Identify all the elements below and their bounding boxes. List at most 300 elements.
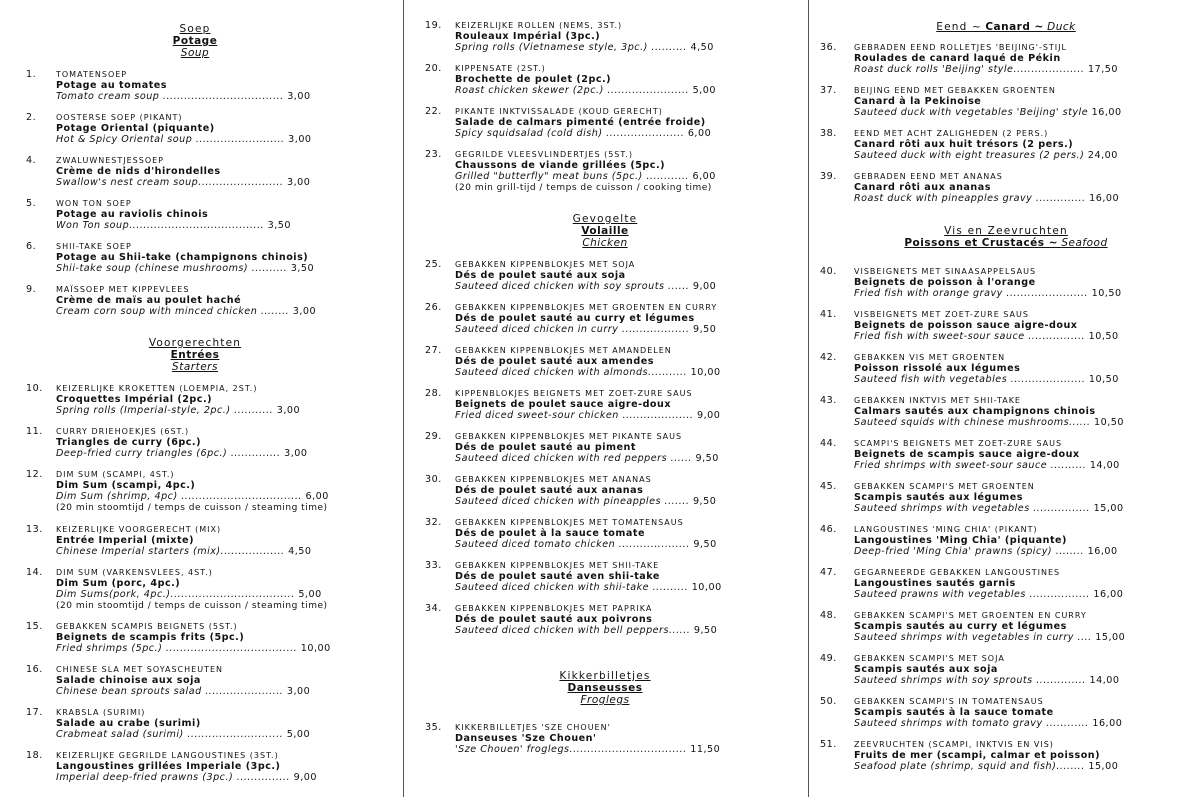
- item-text: [56, 155, 345, 189]
- item-text: [455, 63, 743, 97]
- item-name-nl: GEGARNEERDE GEBAKKEN LANGOUSTINES: [854, 568, 1061, 577]
- item-name-fr: Scampis sautés aux légumes: [854, 492, 1023, 504]
- item-price: 3,00: [292, 306, 317, 318]
- item-number: 51.: [820, 739, 837, 750]
- section-heading-froglegs: [405, 670, 805, 706]
- item-name-en: Spring rolls (Imperial-style, 2pc.) ...........: [56, 405, 274, 417]
- item-name-en-row: [854, 546, 1150, 557]
- item-name-en-row: [56, 643, 345, 654]
- item-name-fr: Chaussons de viande grillées (5pc.): [455, 160, 666, 172]
- item-name-fr: Danseuses 'Sze Chouen': [455, 733, 597, 745]
- item-name-en-row: [854, 374, 1150, 385]
- item-text: [854, 266, 1150, 300]
- item-name-nl: GEBAKKEN SCAMPI'S MET GROENTEN: [854, 482, 1035, 491]
- item-name-fr: Beignets de poisson à l'orange: [854, 277, 1036, 289]
- item-name-nl: CURRY DRIEHOEKJES (6ST.): [56, 427, 190, 436]
- item-price: 9,50: [695, 453, 719, 465]
- item-name-en: Sauteed diced tomato chicken ....................: [455, 539, 690, 551]
- item-name-en-row: [56, 91, 345, 102]
- item-price: 10,50: [1088, 374, 1119, 386]
- item-text: [854, 610, 1150, 644]
- column-divider: [808, 0, 809, 797]
- item-price: 17,50: [1088, 64, 1118, 76]
- item-name-en-row: [455, 85, 743, 96]
- item-name-nl: BEIJING EEND MET GEBAKKEN GROENTEN: [854, 86, 1056, 95]
- item-price: 6,00: [692, 171, 716, 183]
- section-title-nl: Vis en Zeevruchten: [944, 225, 1068, 237]
- item-price: 14,00: [1089, 675, 1120, 687]
- item-price: 6,00: [687, 128, 712, 140]
- item-name-en: Spring rolls (Vietnamese style, 3pc.) ..........: [455, 42, 687, 54]
- item-name-fr: Canard rôti aux ananas: [854, 182, 991, 194]
- item-text: [854, 42, 1150, 76]
- item-name-nl: GEBAKKEN KIPPENBLOKJES MET PAPRIKA: [455, 604, 653, 613]
- item-name-fr: Fruits de mer (scampi, calmar et poisson): [854, 750, 1101, 762]
- item-number: 34.: [425, 603, 442, 614]
- item-number: 28.: [425, 388, 442, 399]
- item-name-en-row: [854, 150, 1150, 161]
- item-name-en: Fried diced sweet-sour chicken ....................: [455, 410, 694, 422]
- item-name-fr: Dés de poulet sauté au piment: [455, 442, 636, 454]
- item-number: 48.: [820, 610, 837, 621]
- section-heading-starters: [0, 337, 390, 373]
- item-name-en-row: [56, 546, 345, 557]
- item-name-nl: GEBAKKEN SCAMPI'S MET GROENTEN EN CURRY: [854, 611, 1087, 620]
- section-title-nl: Eend ~: [936, 21, 982, 33]
- item-name-en-row: [56, 491, 345, 502]
- item-number: 50.: [820, 696, 837, 707]
- item-name-nl: SHII-TAKE SOEP: [56, 242, 132, 251]
- item-name-en-row: [854, 761, 1150, 772]
- item-name-fr: Dim Sum (scampi, 4pc.): [56, 480, 196, 492]
- item-name-fr: Dés de poulet sauté aux ananas: [455, 485, 644, 497]
- item-number: 26.: [425, 302, 442, 313]
- item-text: [455, 603, 743, 637]
- item-number: 9.: [26, 284, 37, 295]
- item-name-en: Fried shrimps (5pc.) .....................................: [56, 643, 298, 655]
- item-name-fr: Beignets de poulet sauce aigre-doux: [455, 399, 672, 411]
- item-name-fr: Entrée Imperial (mixte): [56, 535, 194, 547]
- item-number: 14.: [26, 567, 43, 578]
- item-name-en: Fried fish with sweet-sour sauce ................: [854, 331, 1086, 343]
- item-number: 11.: [26, 426, 43, 437]
- item-price: 3,50: [267, 220, 292, 232]
- item-number: 40.: [820, 266, 837, 277]
- item-name-nl: GEGRILDE VLEESVLINDERTJES (5ST.): [455, 150, 633, 159]
- item-number: 5.: [26, 198, 37, 209]
- item-name-nl: KEIZERLIJKE VOORGERECHT (MIX): [56, 525, 222, 534]
- item-name-nl: WON TON SOEP: [56, 199, 132, 208]
- item-name-en: Roast chicken skewer (2pc.) .......................: [455, 85, 690, 97]
- item-text: [56, 69, 345, 103]
- item-name-en: Deep-fried 'Ming Chia' prawns (spicy) ........: [854, 546, 1085, 558]
- item-name-nl: KIPPENSATE (2ST.): [455, 64, 546, 73]
- item-number: 27.: [425, 345, 442, 356]
- section-title-en: Starters: [172, 361, 218, 373]
- item-name-nl: GEBAKKEN SCAMPIS BEIGNETS (5ST.): [56, 622, 238, 631]
- item-price: 3,50: [290, 263, 315, 275]
- item-name-en: Sauteed diced chicken with red peppers ......: [455, 453, 692, 465]
- item-name-nl: EEND MET ACHT ZALIGHEDEN (2 PERS.): [854, 129, 1049, 138]
- item-name-nl: VISBEIGNETS MET SINAASAPPELSAUS: [854, 267, 1037, 276]
- item-name-fr: Potage au tomates: [56, 80, 167, 92]
- item-name-fr: Poisson rissolé aux légumes: [854, 363, 1021, 375]
- item-name-en: Sauteed diced chicken with almonds...........: [455, 367, 688, 379]
- item-price: 10,50: [1091, 288, 1122, 300]
- item-number: 45.: [820, 481, 837, 492]
- item-text: [455, 517, 743, 551]
- item-name-en: Seafood plate (shrimp, squid and fish)........: [854, 761, 1085, 773]
- item-name-nl: GEBRADEN EEND MET ANANAS: [854, 172, 1003, 181]
- item-name-en-row: [854, 288, 1150, 299]
- item-number: 18.: [26, 750, 43, 761]
- item-number: 29.: [425, 431, 442, 442]
- item-number: 35.: [425, 722, 442, 733]
- item-text: [455, 388, 743, 422]
- item-name-en-row: [455, 171, 743, 182]
- item-name-nl: VISBEIGNETS MET ZOET-ZURE SAUS: [854, 310, 1029, 319]
- section-heading-chicken: [405, 213, 805, 249]
- item-text: [854, 567, 1150, 601]
- item-price: 3,00: [276, 405, 301, 417]
- item-price: 9,00: [697, 410, 721, 422]
- item-name-en: Fried fish with orange gravy .......................: [854, 288, 1089, 300]
- item-price: 4,50: [288, 546, 312, 558]
- section-title-en: Duck: [1047, 21, 1076, 33]
- section-heading-seafood: [812, 225, 1200, 249]
- item-text: [455, 106, 743, 140]
- item-name-en: Chinese bean sprouts salad ......................: [56, 686, 284, 698]
- item-number: 25.: [425, 259, 442, 270]
- item-text: [56, 198, 345, 232]
- item-name-en-row: [56, 729, 345, 740]
- item-number: 30.: [425, 474, 442, 485]
- item-name-en-row: [455, 582, 743, 593]
- item-name-fr: Potage au raviolis chinois: [56, 209, 209, 221]
- item-price: 3,00: [287, 91, 311, 103]
- item-text: [455, 431, 743, 465]
- section-title-fr: Canard ~: [985, 21, 1044, 33]
- item-text: [854, 438, 1150, 472]
- item-price: 3,00: [287, 177, 311, 189]
- item-price: 14,00: [1089, 460, 1120, 472]
- item-number: 49.: [820, 653, 837, 664]
- item-name-nl: ZEEVRUCHTEN (SCAMPI, INKTVIS EN VIS): [854, 740, 1054, 749]
- item-text: [854, 309, 1150, 343]
- item-text: [455, 474, 743, 508]
- item-name-en: Sauteed prawns with vegetables .................: [854, 589, 1090, 601]
- item-name-en: Fried shrimps with sweet-sour sauce ..........: [854, 460, 1087, 472]
- item-name-en: Hot & Spicy Oriental soup .........................: [56, 134, 285, 146]
- section-title-fr: Poissons et Crustacés ~: [904, 237, 1059, 249]
- item-text: [455, 302, 743, 336]
- item-name-en-row: [455, 625, 743, 636]
- item-name-fr: Rouleaux Impérial (3pc.): [455, 31, 601, 43]
- item-text: [854, 481, 1150, 515]
- item-text: [854, 524, 1150, 558]
- item-number: 2.: [26, 112, 37, 123]
- section-title-nl: Soep: [179, 23, 211, 35]
- item-name-fr: Canard rôti aux huit trésors (2 pers.): [854, 139, 1074, 151]
- item-text: [854, 696, 1150, 730]
- item-name-en-row: [854, 675, 1150, 686]
- item-name-en-row: [854, 589, 1150, 600]
- item-name-en-row: [56, 220, 345, 231]
- item-name-nl: PIKANTE INKTVISSALADE (KOUD GERECHT): [455, 107, 663, 116]
- item-name-en-row: [854, 503, 1150, 514]
- item-price: 15,00: [1093, 503, 1124, 515]
- column-divider: [403, 0, 404, 797]
- item-name-fr: Potage Oriental (piquante): [56, 123, 215, 135]
- item-name-nl: GEBAKKEN KIPPENBLOKJES MET AMANDELEN: [455, 346, 672, 355]
- item-name-en-row: [56, 448, 345, 459]
- item-price: 15,00: [1095, 632, 1126, 644]
- item-name-en-row: [56, 686, 345, 697]
- item-name-en-row: [56, 306, 345, 317]
- section-title-fr: Danseusses: [567, 682, 643, 694]
- item-name-nl: GEBAKKEN KIPPENBLOKJES MET ANANAS: [455, 475, 652, 484]
- item-name-fr: Dim Sum (porc, 4pc.): [56, 578, 181, 590]
- item-name-en: Sauteed fish with vegetables .....................: [854, 374, 1086, 386]
- item-name-en: Sauteed diced chicken with shii-take ..........: [455, 582, 689, 594]
- item-name-fr: Crème de nids d'hirondelles: [56, 166, 221, 178]
- item-name-fr: Croquettes Impérial (2pc.): [56, 394, 213, 406]
- item-name-en: Sauteed shrimps with soy sprouts ..............: [854, 675, 1086, 687]
- item-price: 4,50: [690, 42, 714, 54]
- item-note: (20 min stoomtijd / temps de cuisson / steaming time): [56, 502, 328, 513]
- item-number: 44.: [820, 438, 837, 449]
- item-name-en-row: [854, 64, 1150, 75]
- item-price: 10,00: [690, 367, 721, 379]
- item-text: [56, 567, 345, 612]
- item-text: [56, 284, 345, 318]
- item-name-fr: Triangles de curry (6pc.): [56, 437, 201, 449]
- item-name-fr: Beignets de scampis frits (5pc.): [56, 632, 245, 644]
- item-text: [56, 750, 345, 784]
- item-price: 3,00: [286, 686, 311, 698]
- section-title-fr: Potage: [172, 35, 218, 47]
- item-name-fr: Brochette de poulet (2pc.): [455, 74, 612, 86]
- item-name-nl: KRABSLA (SURIMI): [56, 708, 146, 717]
- item-number: 1.: [26, 69, 37, 80]
- item-name-en-row: [455, 367, 743, 378]
- item-text: [56, 707, 345, 741]
- section-title-nl: Voorgerechten: [148, 337, 242, 349]
- item-note: (20 min stoomtijd / temps de cuisson / steaming time): [56, 600, 328, 611]
- item-name-en: Tomato cream soup ..................................: [56, 91, 284, 103]
- item-number: 13.: [26, 524, 43, 535]
- item-name-en: Cream corn soup with minced chicken ........: [56, 306, 290, 318]
- item-name-en: Won Ton soup......................................: [56, 220, 265, 232]
- item-price: 9,00: [692, 281, 717, 293]
- item-price: 9,50: [693, 539, 717, 551]
- item-number: 17.: [26, 707, 43, 718]
- item-name-en-row: [455, 281, 743, 292]
- item-name-en-row: [854, 331, 1150, 342]
- item-name-nl: LANGOUSTINES 'MING CHIA' (PIKANT): [854, 525, 1038, 534]
- item-number: 15.: [26, 621, 43, 632]
- item-name-en-row: [455, 539, 743, 550]
- item-number: 42.: [820, 352, 837, 363]
- item-name-en: Dim Sums(pork, 4pc.)...................................: [56, 589, 295, 601]
- item-name-en: Sauteed duck with vegetables 'Beijing' style: [854, 107, 1089, 119]
- section-title-en: Soup: [180, 47, 210, 59]
- item-name-fr: Calmars sautés aux champignons chinois: [854, 406, 1096, 418]
- item-name-fr: Langoustines grillées Imperiale (3pc.): [56, 761, 281, 773]
- item-name-en: Roast duck rolls 'Beijing' style....................: [854, 64, 1085, 76]
- item-name-en-row: [56, 177, 345, 188]
- item-name-en-row: [854, 417, 1150, 428]
- item-name-en-row: [455, 128, 743, 139]
- item-name-nl: GEBAKKEN VIS MET GROENTEN: [854, 353, 1006, 362]
- item-price: 9,50: [692, 496, 717, 508]
- item-name-en: Sauteed squids with chinese mushrooms......: [854, 417, 1091, 429]
- item-name-en-row: [56, 772, 345, 783]
- item-name-fr: Salade chinoise aux soja: [56, 675, 201, 687]
- item-name-fr: Crème de maïs au poulet haché: [56, 295, 242, 307]
- item-price: 9,00: [293, 772, 317, 784]
- item-text: [56, 383, 345, 417]
- item-name-en: Grilled "butterfly" meat buns (5pc.) ............: [455, 171, 689, 183]
- item-name-nl: GEBRADEN EEND ROLLETJES 'BEIJING'-STIJL: [854, 43, 1067, 52]
- item-name-fr: Dés de poulet sauté au curry et légumes: [455, 313, 695, 325]
- item-name-en: Sauteed diced chicken with soy sprouts ......: [455, 281, 690, 293]
- item-name-nl: KEIZERLIJKE KROKETTEN (LOEMPIA, 2ST.): [56, 384, 258, 393]
- item-text: [854, 128, 1150, 162]
- item-price: 6,00: [305, 491, 329, 503]
- item-text: [854, 653, 1150, 687]
- item-name-en: 'Sze Chouen' froglegs.................................: [455, 744, 687, 756]
- item-name-fr: Dés de poulet sauté aven shii-take: [455, 571, 660, 583]
- item-name-fr: Scampis sautés au curry et légumes: [854, 621, 1067, 633]
- item-number: 38.: [820, 128, 837, 139]
- item-name-fr: Salade de calmars pimenté (entrée froide): [455, 117, 706, 129]
- item-name-nl: GEBAKKEN KIPPENBLOKJES MET PIKANTE SAUS: [455, 432, 683, 441]
- item-price: 5,00: [298, 589, 322, 601]
- section-title-en: Chicken: [582, 237, 628, 249]
- item-name-fr: Dés de poulet à la sauce tomate: [455, 528, 645, 540]
- item-number: 39.: [820, 171, 837, 182]
- item-text: [455, 722, 743, 756]
- item-price: 24,00: [1087, 150, 1118, 162]
- item-price: 16,00: [1089, 193, 1120, 205]
- item-text: [854, 739, 1150, 773]
- item-name-en-row: [854, 718, 1150, 729]
- item-price: 10,00: [691, 582, 722, 594]
- section-title-fr: Entrées: [170, 349, 220, 361]
- item-text: [455, 20, 743, 54]
- item-name-en-row: [854, 193, 1150, 204]
- item-name-en-row: [854, 632, 1150, 643]
- item-name-en: Imperial deep-fried prawns (3pc.) ...............: [56, 772, 291, 784]
- item-name-en-row: [455, 453, 743, 464]
- item-price: 5,00: [286, 729, 311, 741]
- item-price: 9,50: [692, 324, 717, 336]
- item-price: 3,00: [288, 134, 312, 146]
- item-name-fr: Dés de poulet sauté aux soja: [455, 270, 626, 282]
- item-name-nl: GEBAKKEN INKTVIS MET SHII-TAKE: [854, 396, 1021, 405]
- item-name-nl: KIPPENBLOKJES BEIGNETS MET ZOET-ZURE SAUS: [455, 389, 693, 398]
- item-text: [854, 395, 1150, 429]
- item-name-fr: Dés de poulet sauté aux amendes: [455, 356, 654, 368]
- item-name-nl: KEIZERLIJKE ROLLEN (NEMS, 3ST.): [455, 21, 623, 30]
- section-heading-soup: [0, 23, 390, 59]
- item-text: [56, 621, 345, 655]
- item-name-en-row: [455, 324, 743, 335]
- item-price: 10,50: [1093, 417, 1124, 429]
- item-number: 22.: [425, 106, 442, 117]
- item-name-nl: KEIZERLIJKE GEGRILDE LANGOUSTINES (3ST.): [56, 751, 279, 760]
- item-name-en-row: [455, 410, 743, 421]
- item-name-en-row: [854, 107, 1150, 118]
- item-price: 16,00: [1093, 589, 1124, 601]
- item-name-en: Swallow's nest cream soup........................: [56, 177, 284, 189]
- item-text: [854, 171, 1150, 205]
- item-text: [455, 560, 743, 594]
- item-name-nl: GEBAKKEN KIPPENBLOKJES MET SOJA: [455, 260, 636, 269]
- item-name-fr: Beignets de scampis sauce aigre-doux: [854, 449, 1080, 461]
- item-name-en-row: [455, 42, 743, 53]
- item-name-en: Sauteed diced chicken with pineapples .......: [455, 496, 690, 508]
- section-title-fr: Volaille: [581, 225, 629, 237]
- item-price: 15,00: [1088, 761, 1119, 773]
- item-price: 10,00: [300, 643, 331, 655]
- item-name-fr: Dés de poulet sauté aux poivrons: [455, 614, 653, 626]
- item-price: 10,50: [1088, 331, 1119, 343]
- item-name-nl: GEBAKKEN SCAMPI'S MET SOJA: [854, 654, 1005, 663]
- item-number: 36.: [820, 42, 837, 53]
- item-name-fr: Potage au Shii-take (champignons chinois): [56, 252, 309, 264]
- item-note: (20 min grill-tijd / temps de cuisson / cooking time): [455, 182, 712, 193]
- item-text: [455, 149, 743, 194]
- item-name-fr: Salade au crabe (surimi): [56, 718, 201, 730]
- item-name-nl: CHINESE SLA MET SOYASCHEUTEN: [56, 665, 223, 674]
- item-name-nl: GEBAKKEN SCAMPI'S IN TOMATENSAUS: [854, 697, 1044, 706]
- item-name-nl: GEBAKKEN KIPPENBLOKJES MET SHII-TAKE: [455, 561, 660, 570]
- section-title-nl: Gevogelte: [572, 213, 638, 225]
- item-number: 6.: [26, 241, 37, 252]
- item-name-nl: DIM SUM (VARKENSVLEES, 4ST.): [56, 568, 213, 577]
- item-text: [56, 241, 345, 275]
- section-title-en: Froglegs: [580, 694, 630, 706]
- item-name-en-row: [455, 744, 743, 755]
- item-name-nl: OOSTERSE SOEP (PIKANT): [56, 113, 183, 122]
- item-name-en-row: [56, 405, 345, 416]
- item-name-fr: Langoustines 'Ming Chia' (piquante): [854, 535, 1067, 547]
- item-text: [854, 352, 1150, 386]
- item-name-en-row: [854, 460, 1150, 471]
- item-number: 16.: [26, 664, 43, 675]
- item-name-fr: Scampis sautés à la sauce tomate: [854, 707, 1054, 719]
- item-name-fr: Beignets de poisson sauce aigre-doux: [854, 320, 1078, 332]
- item-name-en: Spicy squidsalad (cold dish) ......................: [455, 128, 685, 140]
- item-name-en: Sauteed diced chicken in curry ...................: [455, 324, 690, 336]
- item-number: 23.: [425, 149, 442, 160]
- item-name-en: Sauteed shrimps with tomato gravy ............: [854, 718, 1089, 730]
- item-number: 41.: [820, 309, 837, 320]
- item-number: 4.: [26, 155, 37, 166]
- item-price: 16,00: [1091, 107, 1122, 119]
- item-text: [455, 345, 743, 379]
- item-name-en: Sauteed shrimps with vegetables in curry ....: [854, 632, 1092, 644]
- item-name-nl: GEBAKKEN KIPPENBLOKJES MET GROENTEN EN CURRY: [455, 303, 718, 312]
- item-price: 3,00: [284, 448, 308, 460]
- section-subtitle: [812, 237, 1200, 249]
- item-name-en: Deep-fried curry triangles (6pc.) ..............: [56, 448, 281, 460]
- item-price: 5,00: [692, 85, 716, 97]
- item-text: [455, 259, 743, 293]
- item-text: [854, 85, 1150, 119]
